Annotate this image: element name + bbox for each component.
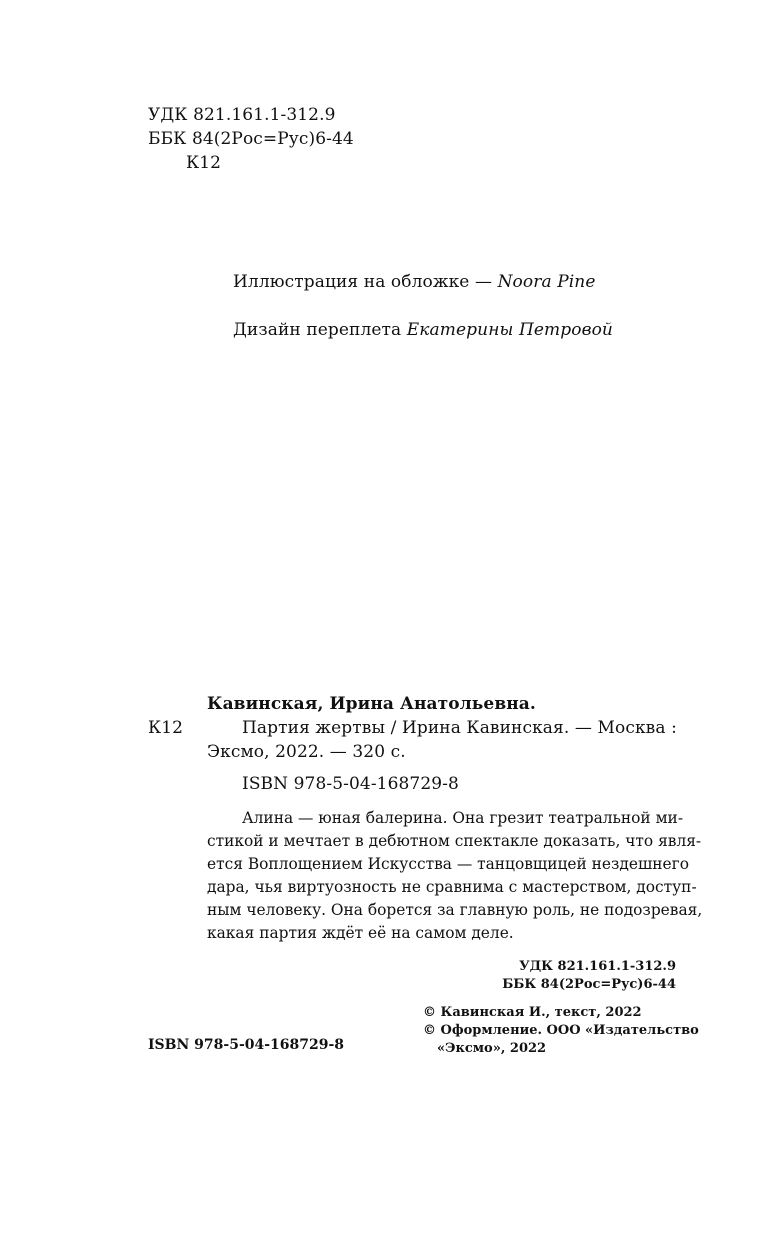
author-mark: К12 <box>186 153 222 173</box>
catalog-bbk: ББК 84(2Рос=Рус)6-44 <box>502 977 676 992</box>
illustration-artist: Noora Pine <box>497 272 596 292</box>
annotation-line: дара, чья виртуозность не сравнима с мастерством, доступ- <box>207 878 697 896</box>
copyright-block <box>423 1004 699 1058</box>
annotation-line: ным человеку. Она борется за главную роль, не подозревая, <box>207 901 703 919</box>
illustration-prefix: Иллюстрация на обложке — <box>233 272 498 292</box>
title-line-1: Партия жертвы / Ирина Кавинская. — Москва : <box>242 718 677 738</box>
annotation-line: какая партия ждёт её на самом деле. <box>207 924 514 942</box>
catalog-author-heading: Кавинская, Ирина Анатольевна. <box>207 694 536 714</box>
copyright-design-2: «Эксмо», 2022 <box>437 1041 547 1056</box>
cover-illustration-credit <box>233 270 595 294</box>
design-artist: Екатерины Петровой <box>406 320 613 340</box>
footer-isbn: ISBN 978-5-04-168729-8 <box>148 1037 345 1053</box>
bbk-code: ББК 84(2Рос=Рус)6-44 <box>148 129 354 149</box>
catalog-title-block <box>207 716 677 764</box>
catalog-udk: УДК 821.161.1-312.9 <box>519 959 676 974</box>
catalog-classification-codes <box>502 958 676 994</box>
annotation-line: стикой и мечтает в дебютном спектакле доказать, что явля- <box>207 832 702 850</box>
title-line-2: Эксмо, 2022. — 320 с. <box>207 742 406 762</box>
copyright-text: © Кавинская И., текст, 2022 <box>423 1005 642 1020</box>
design-prefix: Дизайн переплета <box>233 320 407 340</box>
udk-code: УДК 821.161.1-312.9 <box>148 105 336 125</box>
top-classification-codes <box>148 103 354 175</box>
annotation-line: ется Воплощением Искусства — танцовщицей нездешнего <box>207 855 689 873</box>
binding-design-credit <box>233 318 613 342</box>
catalog-author-mark: К12 <box>148 718 184 738</box>
copyright-design-1: © Оформление. ООО «Издательство <box>423 1023 699 1038</box>
annotation <box>207 807 703 945</box>
annotation-line: Алина — юная балерина. Она грезит театральной ми- <box>242 809 684 827</box>
catalog-isbn: ISBN 978-5-04-168729-8 <box>242 774 459 794</box>
